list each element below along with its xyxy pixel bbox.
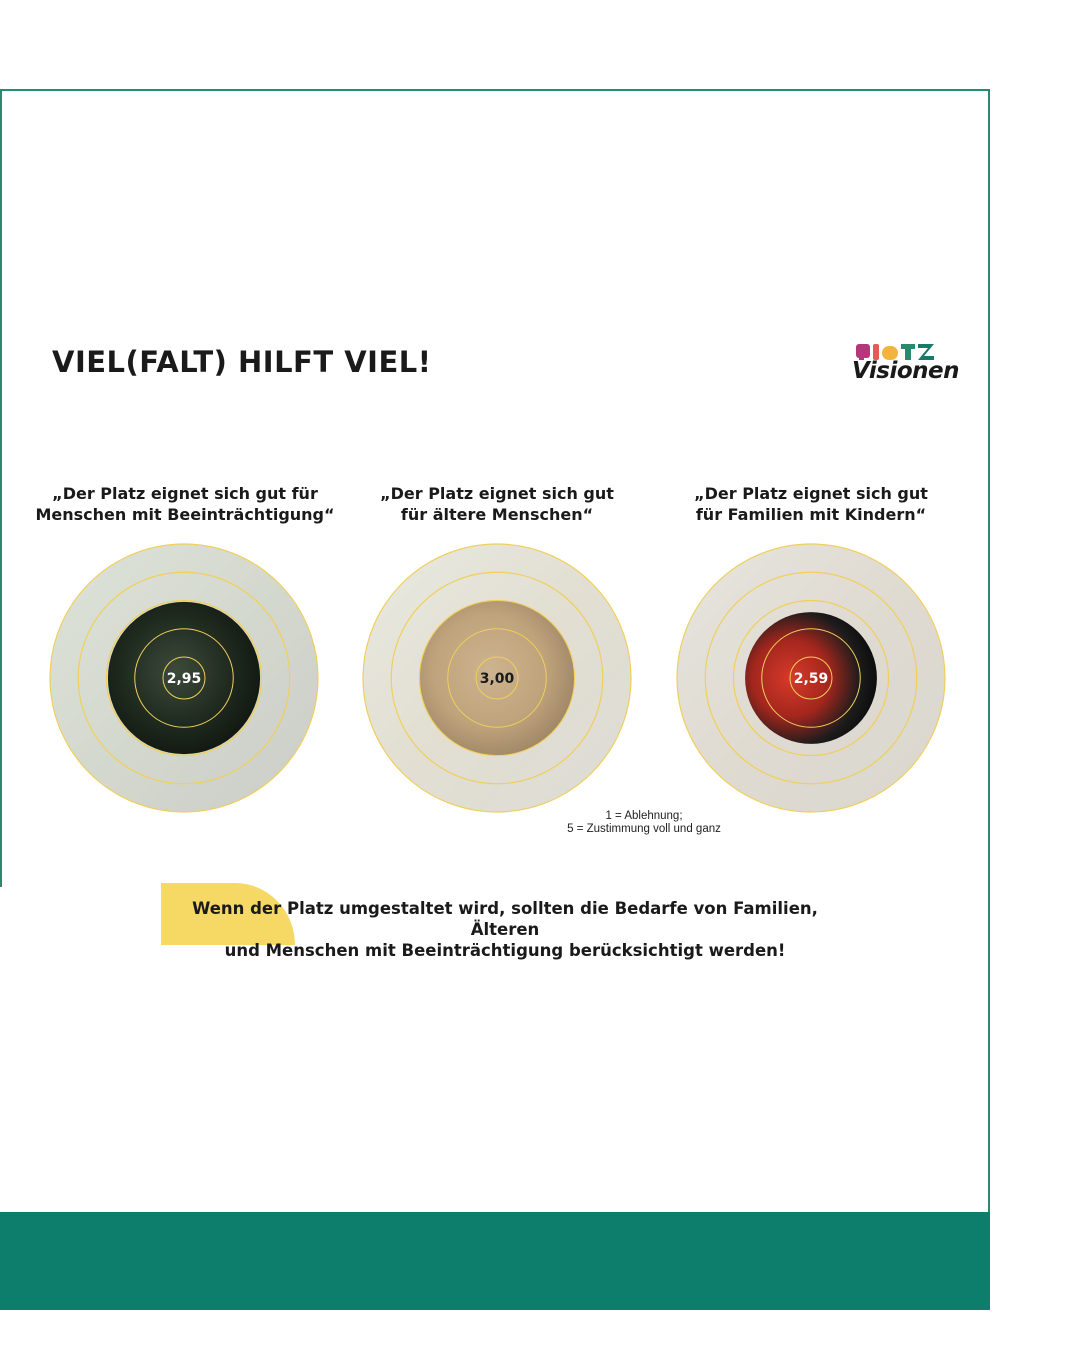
scale-legend: 1 = Ablehnung; 5 = Zustimmung voll und ganz [567, 810, 721, 835]
question-title-disability: „Der Platz eignet sich gut für Menschen mit Beeinträchtigung“ [35, 484, 335, 524]
footer-bar [0, 1212, 990, 1310]
question-title-families: „Der Platz eignet sich gut für Familien mit Kindern“ [694, 484, 928, 524]
conclusion-text: Wenn der Platz umgestaltet wird, sollten die Bedarfe von Familien, Älteren und Menschen mit Beeinträchtigung berücksichtigt werden! [192, 899, 818, 960]
value-label-1: 2,95 [166, 671, 202, 687]
value-label-2: 3,00 [479, 671, 515, 687]
page-title: VIEL(FALT) HILFT VIEL! [52, 345, 432, 379]
question-title-elderly: „Der Platz eignet sich gut für ältere Menschen“ [380, 484, 614, 524]
value-label-3: 2,59 [793, 671, 829, 687]
logo-wordmark: Visionen [852, 358, 960, 384]
